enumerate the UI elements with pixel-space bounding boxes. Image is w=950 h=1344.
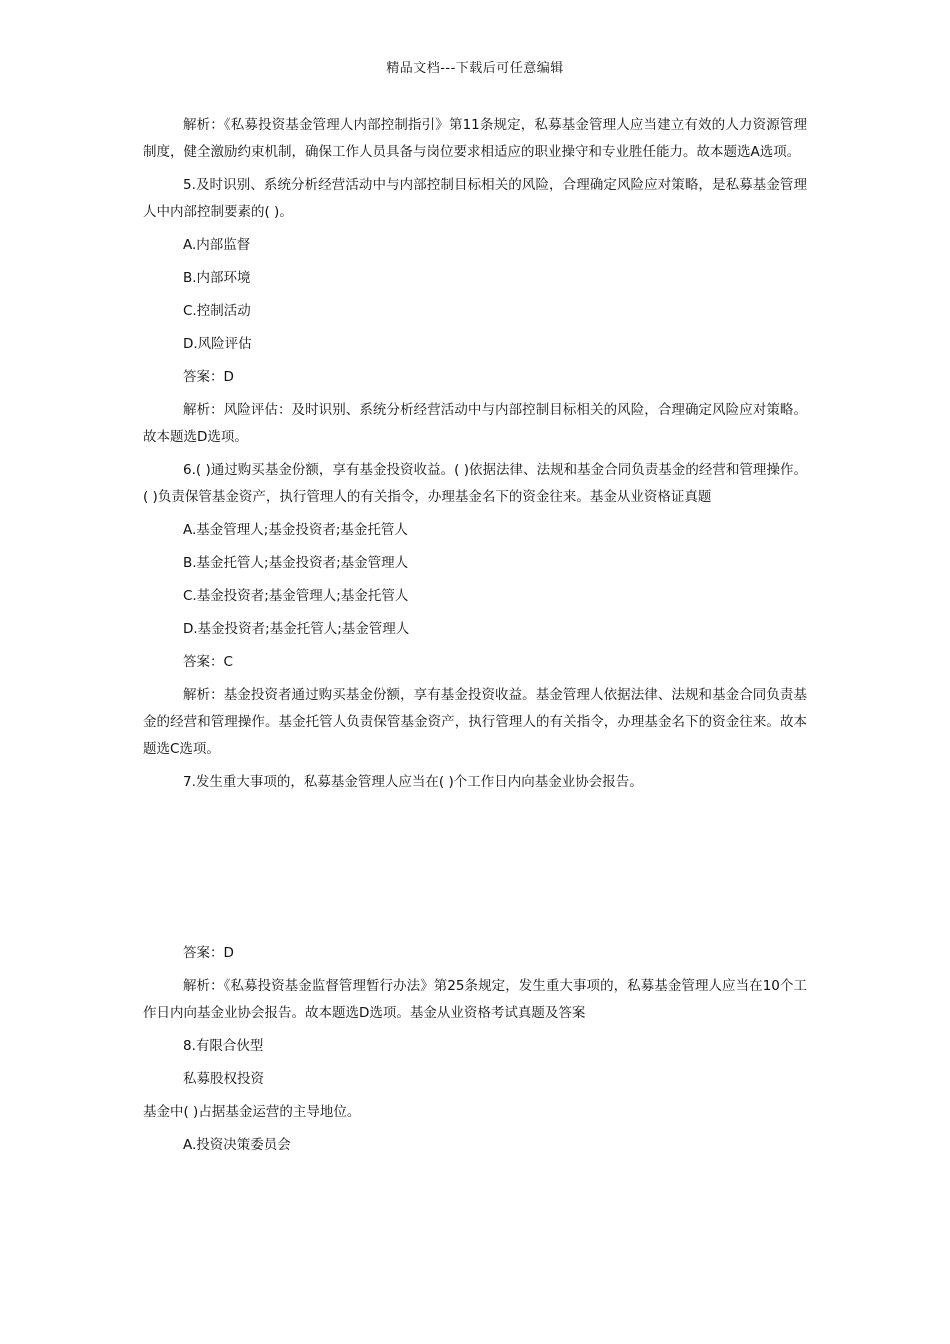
question-6: 6.( )通过购买基金份额，享有基金投资收益。( )依据法律、法规和基金合同负责基金的经营和管理操作。( )负责保管基金资产，执行管理人的有关指令，办理基金名下的资金往来。基金从业资格证真题 (143, 462, 807, 505)
q6-option-a: A.基金管理人;基金投资者;基金托管人 (183, 522, 408, 538)
q5-analysis: 解析：风险评估：及时识别、系统分析经营活动中与内部控制目标相关的风险，合理确定风险应对策略。故本题选D选项。 (143, 402, 807, 445)
analysis-q4: 解析：《私募投资基金管理人内部控制指引》第11条规定，私募基金管理人应当建立有效的人力资源管理制度，健全激励约束机制，确保工作人员具备与岗位要求相适应的职业操守和专业胜任能力。故本题选A选项。 (143, 117, 807, 160)
q6-analysis: 解析：基金投资者通过购买基金份额，享有基金投资收益。基金管理人依据法律、法规和基金合同负责基金的经营和管理操作。基金托管人负责保管基金资产，执行管理人的有关指令，办理基金名下的资金往来。故本题选C选项。 (143, 687, 807, 757)
page-header: 精品文档---下载后可任意编辑 (386, 61, 564, 76)
q5-option-d: D.风险评估 (183, 336, 252, 352)
q5-option-a: A.内部监督 (183, 237, 251, 253)
question-8-line-1: 8.有限合伙型 (183, 1038, 264, 1054)
q7-answer: 答案：D (183, 945, 234, 961)
q6-option-c: C.基金投资者;基金管理人;基金托管人 (183, 588, 409, 604)
blank-space (143, 802, 807, 940)
question-8-line-2: 私募股权投资 (183, 1071, 264, 1087)
q5-option-c: C.控制活动 (183, 303, 251, 319)
question-5: 5.及时识别、系统分析经营活动中与内部控制目标相关的风险，合理确定风险应对策略，是私募基金管理人中内部控制要素的( )。 (143, 177, 807, 220)
q5-answer: 答案：D (183, 369, 234, 385)
q8-option-a: A.投资决策委员会 (183, 1137, 291, 1153)
question-8-line-3: 基金中( )占据基金运营的主导地位。 (143, 1104, 361, 1120)
document-body (143, 112, 807, 1165)
q6-option-d: D.基金投资者;基金托管人;基金管理人 (183, 621, 410, 637)
q5-option-b: B.内部环境 (183, 270, 251, 286)
q6-answer: 答案：C (183, 654, 233, 670)
q6-option-b: B.基金托管人;基金投资者;基金管理人 (183, 555, 409, 571)
q7-analysis: 解析：《私募投资基金监督管理暂行办法》第25条规定，发生重大事项的，私募基金管理人应当在10个工作日内向基金业协会报告。故本题选D选项。基金从业资格考试真题及答案 (143, 978, 807, 1021)
question-7: 7.发生重大事项的，私募基金管理人应当在( )个工作日内向基金业协会报告。 (183, 774, 643, 790)
